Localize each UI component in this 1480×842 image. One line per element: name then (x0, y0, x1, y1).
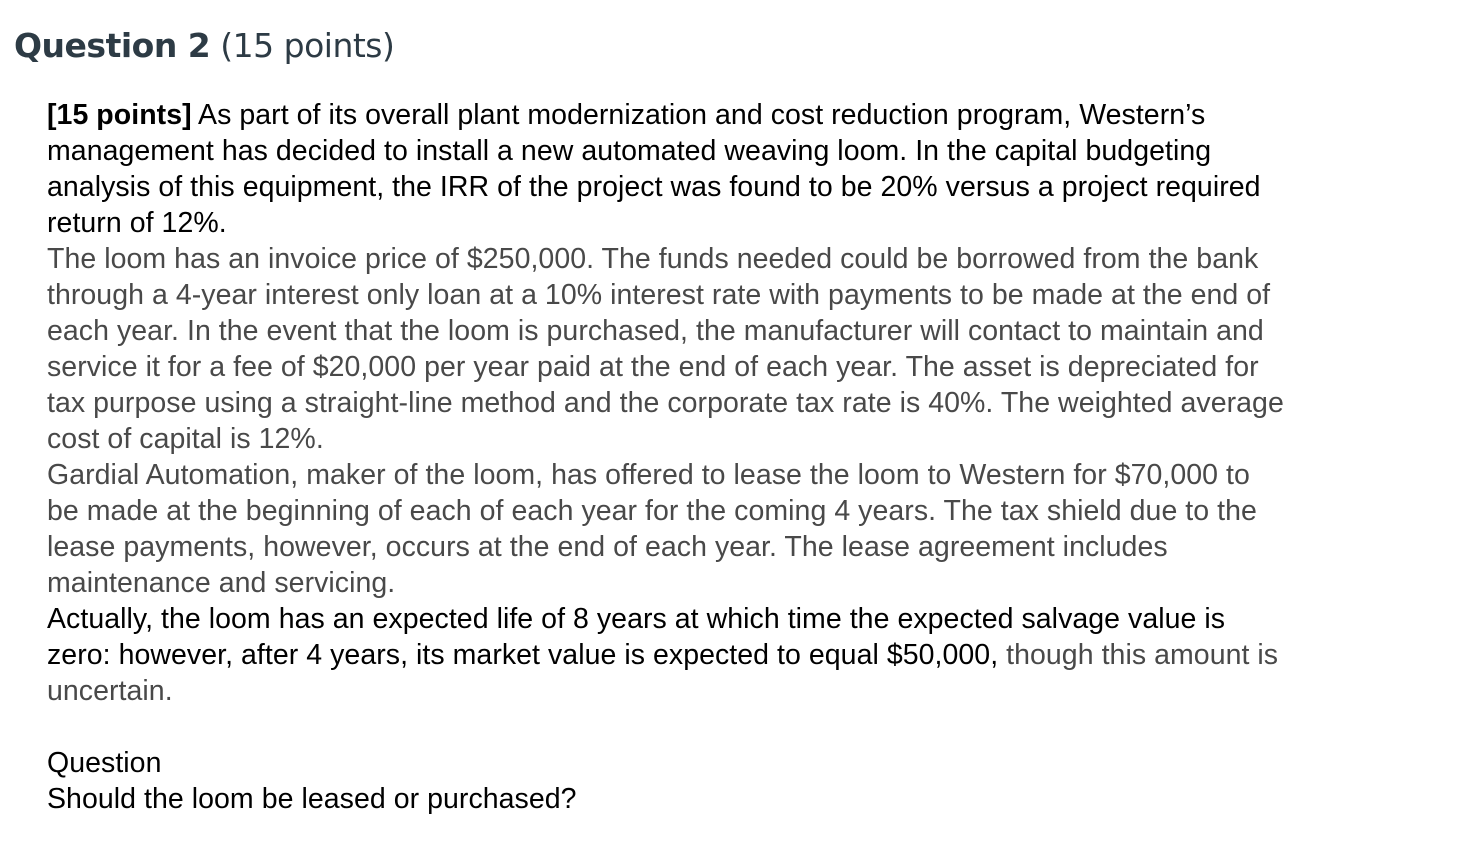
question-label: Question (47, 747, 162, 779)
blank-line (47, 709, 1477, 745)
points-label: [15 points] (47, 99, 192, 131)
text-line: be made at the beginning of each of each year for the coming 4 years. The tax shield due to the (47, 495, 1257, 527)
text-line: Actually, the loom has an expected life of 8 years at which time the expected salvage value is (47, 603, 1226, 635)
text-line: return of 12%. (47, 207, 227, 239)
question-points: (15 points) (220, 26, 395, 65)
question-text: Should the loom be leased or purchased? (47, 783, 577, 815)
text-line: management has decided to install a new automated weaving loom. In the capital budgeting (47, 135, 1212, 167)
text-line: uncertain. (47, 675, 173, 707)
text-line (47, 637, 1477, 673)
text-line (47, 97, 1477, 133)
text-line: The loom has an invoice price of $250,000. The funds needed could be borrowed from the bank (47, 243, 1259, 275)
text-line: through a 4-year interest only loan at a 10% interest rate with payments to be made at the end of (47, 279, 1271, 311)
paragraph-salvage (47, 601, 1477, 709)
paragraph-intro (47, 97, 1477, 241)
text-line: cost of capital is 12%. (47, 423, 324, 455)
question-header (14, 26, 394, 65)
text-span: zero: however, after 4 years, its market value is expected to equal $50,000, (47, 639, 999, 671)
question-body (47, 97, 1477, 817)
paragraph-lease (47, 457, 1477, 601)
text-line: Gardial Automation, maker of the loom, has offered to lease the loom to Western for $70,000 to (47, 459, 1250, 491)
text-line: each year. In the event that the loom is purchased, the manufacturer will contact to maintain and (47, 315, 1264, 347)
text-line: tax purpose using a straight-line method and the corporate tax rate is 40%. The weighted average (47, 387, 1284, 419)
text-line: lease payments, however, occurs at the end of each year. The lease agreement includes (47, 531, 1168, 563)
paragraph-question (47, 745, 1477, 817)
text-line: analysis of this equipment, the IRR of the project was found to be 20% versus a project required (47, 171, 1261, 203)
question-title: Question 2 (14, 26, 211, 65)
text-span: As part of its overall plant modernization and cost reduction program, Western’s (191, 99, 1206, 131)
paragraph-loan (47, 241, 1477, 457)
text-span: though this amount is (998, 639, 1279, 671)
text-line: maintenance and servicing. (47, 567, 396, 599)
text-line: service it for a fee of $20,000 per year paid at the end of each year. The asset is depreciated for (47, 351, 1259, 383)
